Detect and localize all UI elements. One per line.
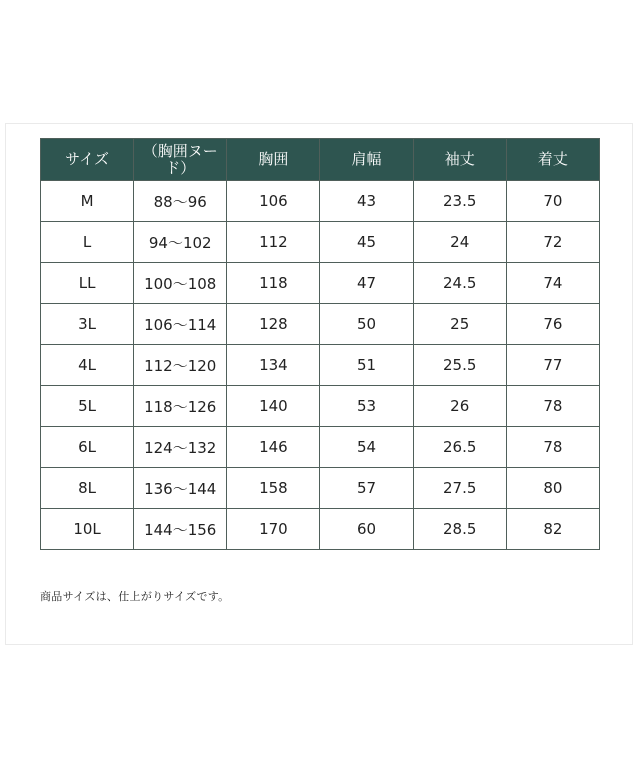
cell-size: L <box>41 222 134 263</box>
header-body-length: 着丈 <box>506 139 599 181</box>
cell-chest: 170 <box>227 509 320 550</box>
header-shoulder-width: 肩幅 <box>320 139 413 181</box>
cell-sleeve-length: 25 <box>413 304 506 345</box>
size-chart-table <box>40 138 600 550</box>
table-row <box>41 181 600 222</box>
cell-chest: 146 <box>227 427 320 468</box>
cell-shoulder-width: 47 <box>320 263 413 304</box>
cell-shoulder-width: 60 <box>320 509 413 550</box>
cell-shoulder-width: 57 <box>320 468 413 509</box>
cell-size: 6L <box>41 427 134 468</box>
cell-size: 10L <box>41 509 134 550</box>
cell-sleeve-length: 28.5 <box>413 509 506 550</box>
cell-chest-nude: 100〜108 <box>134 263 227 304</box>
table-row <box>41 509 600 550</box>
cell-chest: 106 <box>227 181 320 222</box>
table-row <box>41 345 600 386</box>
cell-size: 5L <box>41 386 134 427</box>
cell-chest-nude: 94〜102 <box>134 222 227 263</box>
table-row <box>41 427 600 468</box>
header-sleeve-length: 袖丈 <box>413 139 506 181</box>
cell-sleeve-length: 24 <box>413 222 506 263</box>
cell-body-length: 74 <box>506 263 599 304</box>
table-row <box>41 304 600 345</box>
cell-chest-nude: 144〜156 <box>134 509 227 550</box>
cell-sleeve-length: 23.5 <box>413 181 506 222</box>
cell-chest: 118 <box>227 263 320 304</box>
size-note: 商品サイズは、仕上がりサイズです。 <box>40 590 230 603</box>
cell-chest: 158 <box>227 468 320 509</box>
cell-chest-nude: 124〜132 <box>134 427 227 468</box>
cell-size: 4L <box>41 345 134 386</box>
table-row <box>41 222 600 263</box>
header-chest: 胸囲 <box>227 139 320 181</box>
table-body <box>41 181 600 550</box>
cell-shoulder-width: 54 <box>320 427 413 468</box>
cell-shoulder-width: 51 <box>320 345 413 386</box>
cell-body-length: 72 <box>506 222 599 263</box>
cell-chest: 112 <box>227 222 320 263</box>
cell-body-length: 70 <box>506 181 599 222</box>
cell-chest-nude: 106〜114 <box>134 304 227 345</box>
table-row <box>41 263 600 304</box>
cell-size: LL <box>41 263 134 304</box>
cell-size: 3L <box>41 304 134 345</box>
cell-body-length: 78 <box>506 386 599 427</box>
cell-chest-nude: 88〜96 <box>134 181 227 222</box>
cell-chest-nude: 118〜126 <box>134 386 227 427</box>
cell-sleeve-length: 26.5 <box>413 427 506 468</box>
cell-shoulder-width: 43 <box>320 181 413 222</box>
cell-sleeve-length: 25.5 <box>413 345 506 386</box>
cell-body-length: 76 <box>506 304 599 345</box>
cell-size: M <box>41 181 134 222</box>
table-row <box>41 386 600 427</box>
cell-chest: 134 <box>227 345 320 386</box>
cell-shoulder-width: 53 <box>320 386 413 427</box>
cell-sleeve-length: 24.5 <box>413 263 506 304</box>
cell-sleeve-length: 26 <box>413 386 506 427</box>
table-row <box>41 468 600 509</box>
cell-chest: 128 <box>227 304 320 345</box>
cell-body-length: 77 <box>506 345 599 386</box>
table-header-row <box>41 139 600 181</box>
header-size: サイズ <box>41 139 134 181</box>
cell-body-length: 82 <box>506 509 599 550</box>
cell-size: 8L <box>41 468 134 509</box>
cell-body-length: 78 <box>506 427 599 468</box>
cell-shoulder-width: 50 <box>320 304 413 345</box>
cell-sleeve-length: 27.5 <box>413 468 506 509</box>
cell-shoulder-width: 45 <box>320 222 413 263</box>
cell-chest-nude: 136〜144 <box>134 468 227 509</box>
cell-chest: 140 <box>227 386 320 427</box>
header-chest-nude: （胸囲ヌード） <box>134 139 227 181</box>
cell-chest-nude: 112〜120 <box>134 345 227 386</box>
cell-body-length: 80 <box>506 468 599 509</box>
